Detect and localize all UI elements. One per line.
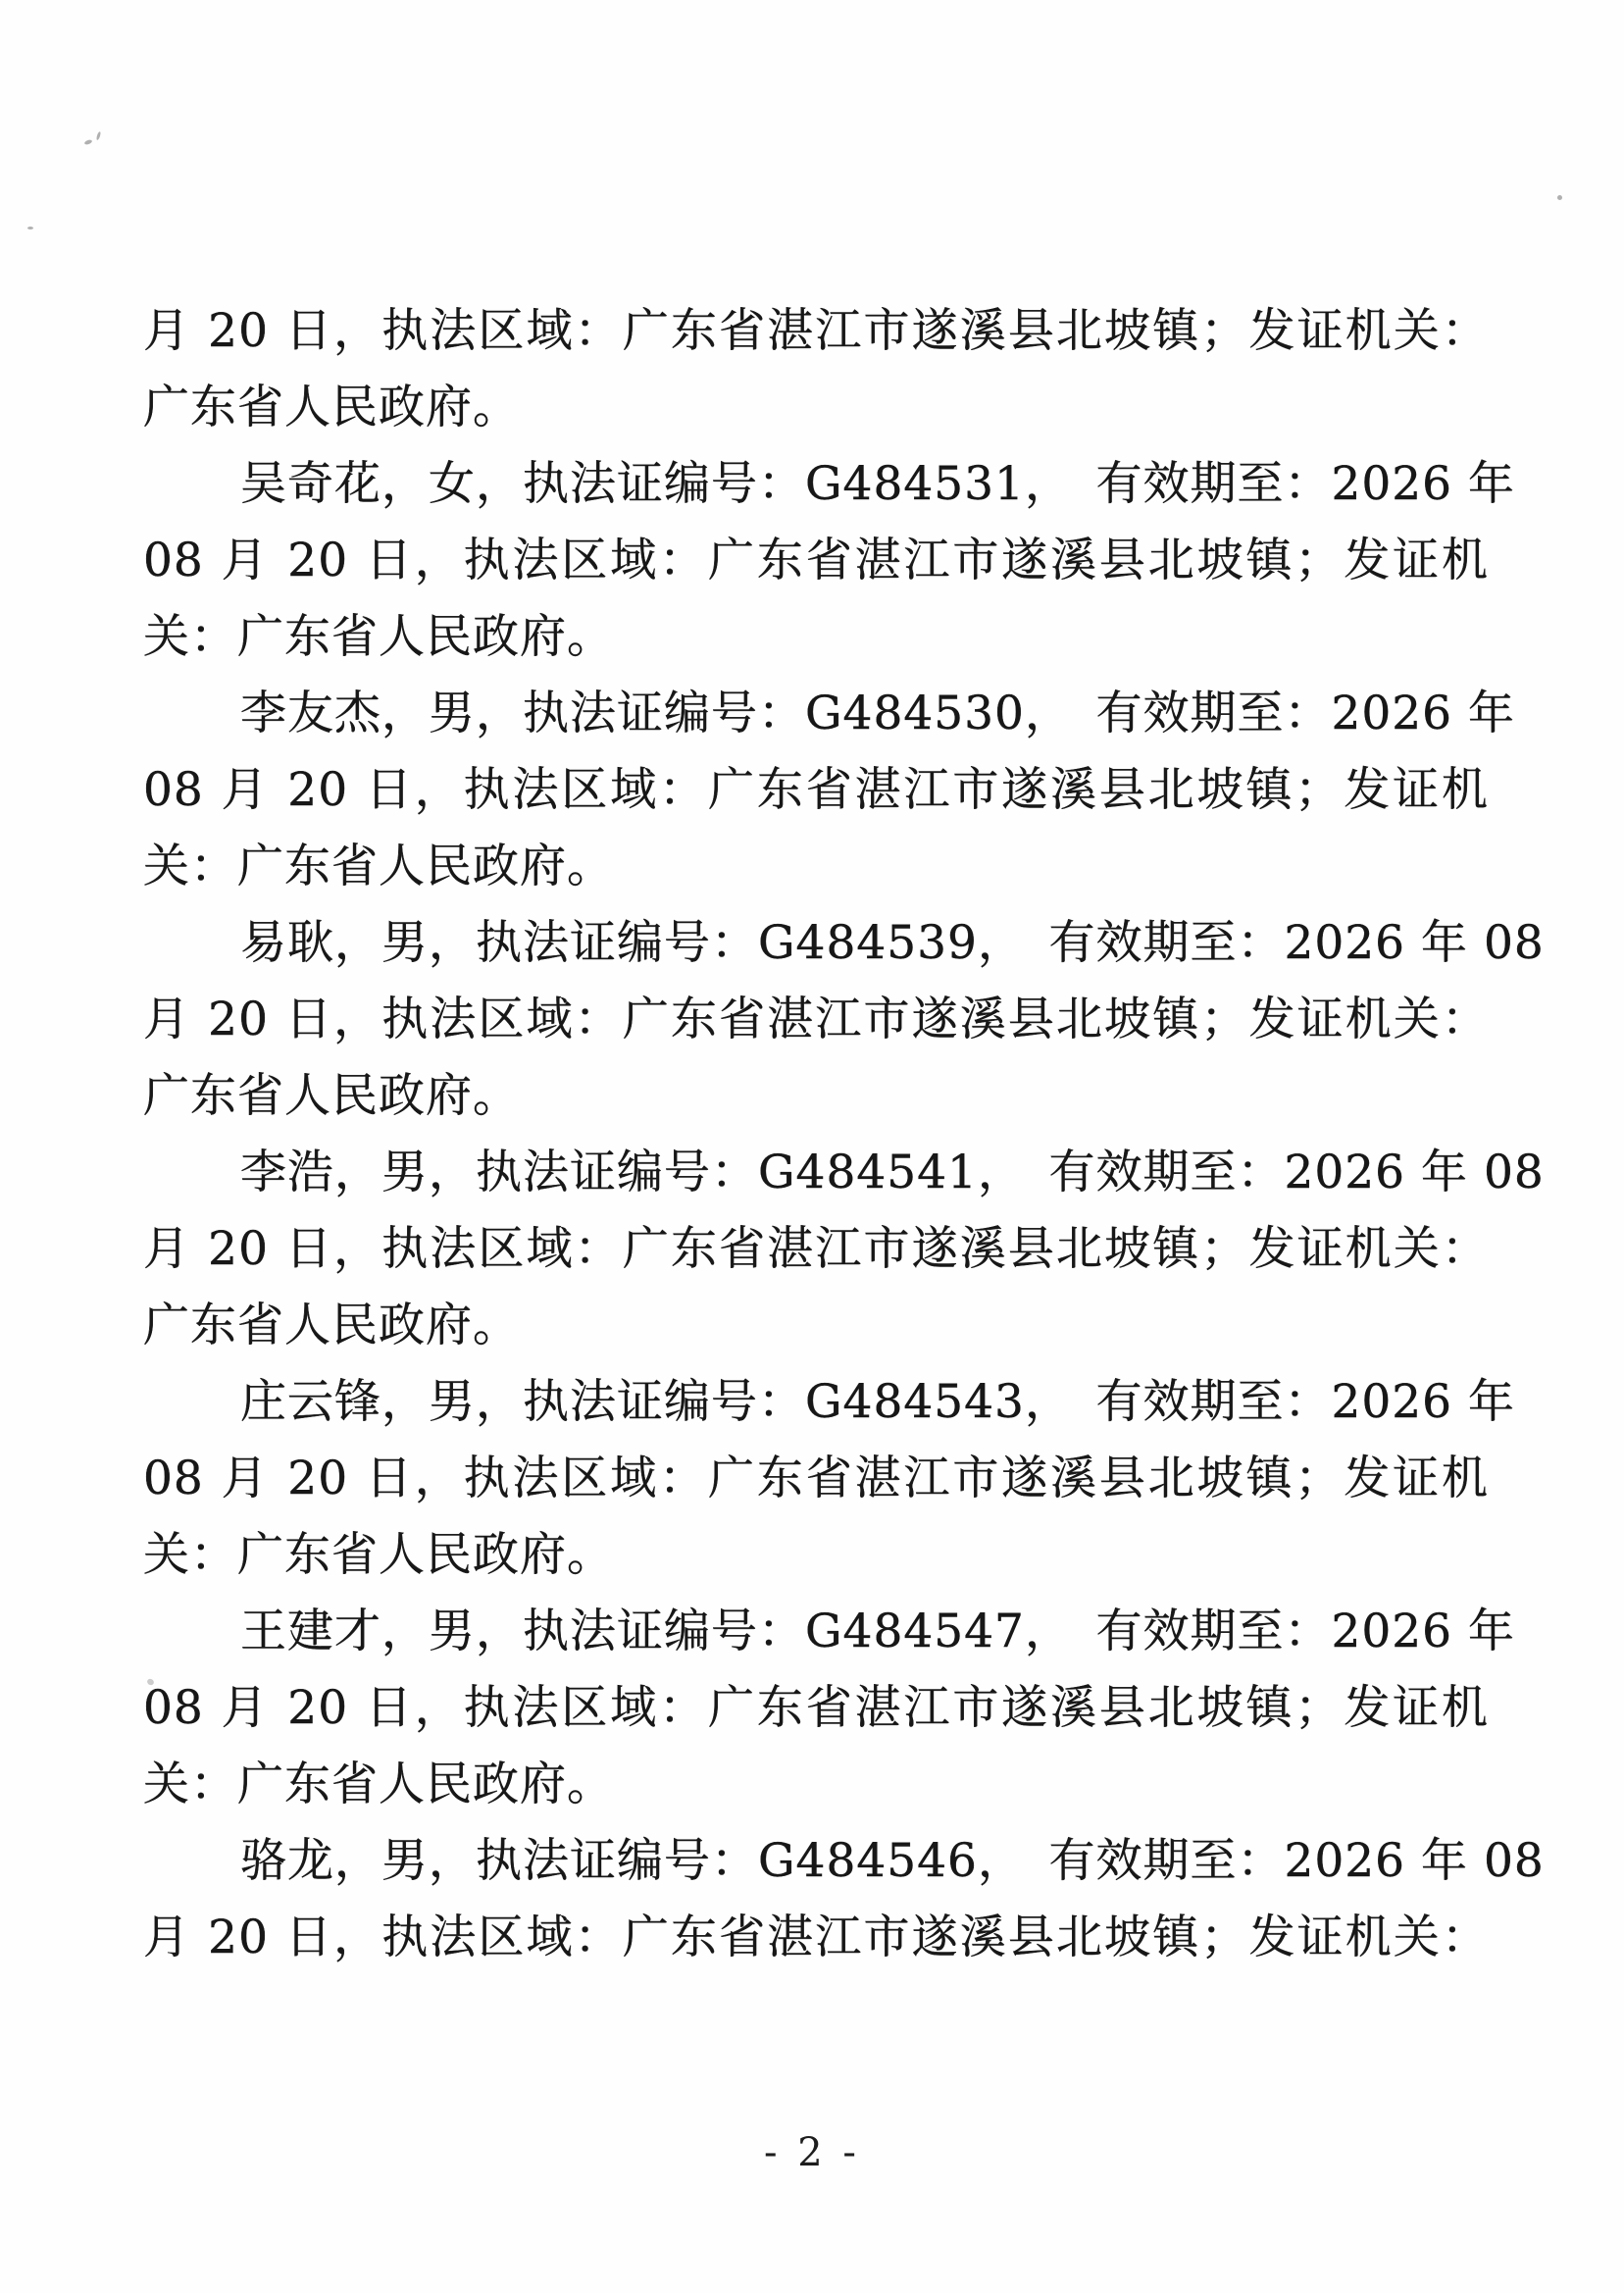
text-line: 广东省人民政府。	[143, 1069, 520, 1123]
text-line: 关：广东省人民政府。	[143, 1528, 614, 1582]
text-line: 关：广东省人民政府。	[143, 840, 614, 893]
document-body	[143, 293, 1545, 1976]
scan-artifact	[96, 131, 102, 140]
text-line: 广东省人民政府。	[143, 381, 520, 434]
scan-artifact	[84, 139, 93, 145]
text-line: 08 月 20 日，执法区域：广东省湛江市遂溪县北坡镇；发证机	[143, 763, 1489, 817]
text-line: 08 月 20 日，执法区域：广东省湛江市遂溪县北坡镇；发证机	[143, 1681, 1489, 1735]
text-line: 关：广东省人民政府。	[143, 610, 614, 664]
text-line: 骆龙，男，执法证编号：G484546， 有效期至：2026 年 08	[240, 1834, 1545, 1888]
text-line: 李友杰，男，执法证编号：G484530， 有效期至：2026 年	[240, 687, 1516, 740]
text-line: 08 月 20 日，执法区域：广东省湛江市遂溪县北坡镇；发证机	[143, 534, 1489, 587]
text-line: 广东省人民政府。	[143, 1299, 520, 1352]
text-line: 王建才，男，执法证编号：G484547， 有效期至：2026 年	[240, 1605, 1516, 1658]
text-line: 月 20 日，执法区域：广东省湛江市遂溪县北坡镇；发证机关：	[143, 1911, 1489, 1964]
page-number: - 2 -	[764, 2130, 860, 2175]
scan-artifact	[27, 227, 33, 229]
scan-artifact	[1557, 195, 1562, 200]
text-line: 庄云锋，男，执法证编号：G484543， 有效期至：2026 年	[240, 1375, 1516, 1429]
text-line: 08 月 20 日，执法区域：广东省湛江市遂溪县北坡镇；发证机	[143, 1452, 1489, 1505]
text-line: 李浩，男，执法证编号：G484541， 有效期至：2026 年 08	[240, 1146, 1545, 1199]
text-line: 易耿，男，执法证编号：G484539， 有效期至：2026 年 08	[240, 916, 1545, 970]
text-line: 月 20 日，执法区域：广东省湛江市遂溪县北坡镇；发证机关：	[143, 304, 1489, 358]
text-line: 吴奇花，女，执法证编号：G484531， 有效期至：2026 年	[240, 457, 1516, 511]
text-line: 月 20 日，执法区域：广东省湛江市遂溪县北坡镇；发证机关：	[143, 1222, 1489, 1276]
text-line: 月 20 日，执法区域：广东省湛江市遂溪县北坡镇；发证机关：	[143, 993, 1489, 1046]
text-line: 关：广东省人民政府。	[143, 1758, 614, 1811]
